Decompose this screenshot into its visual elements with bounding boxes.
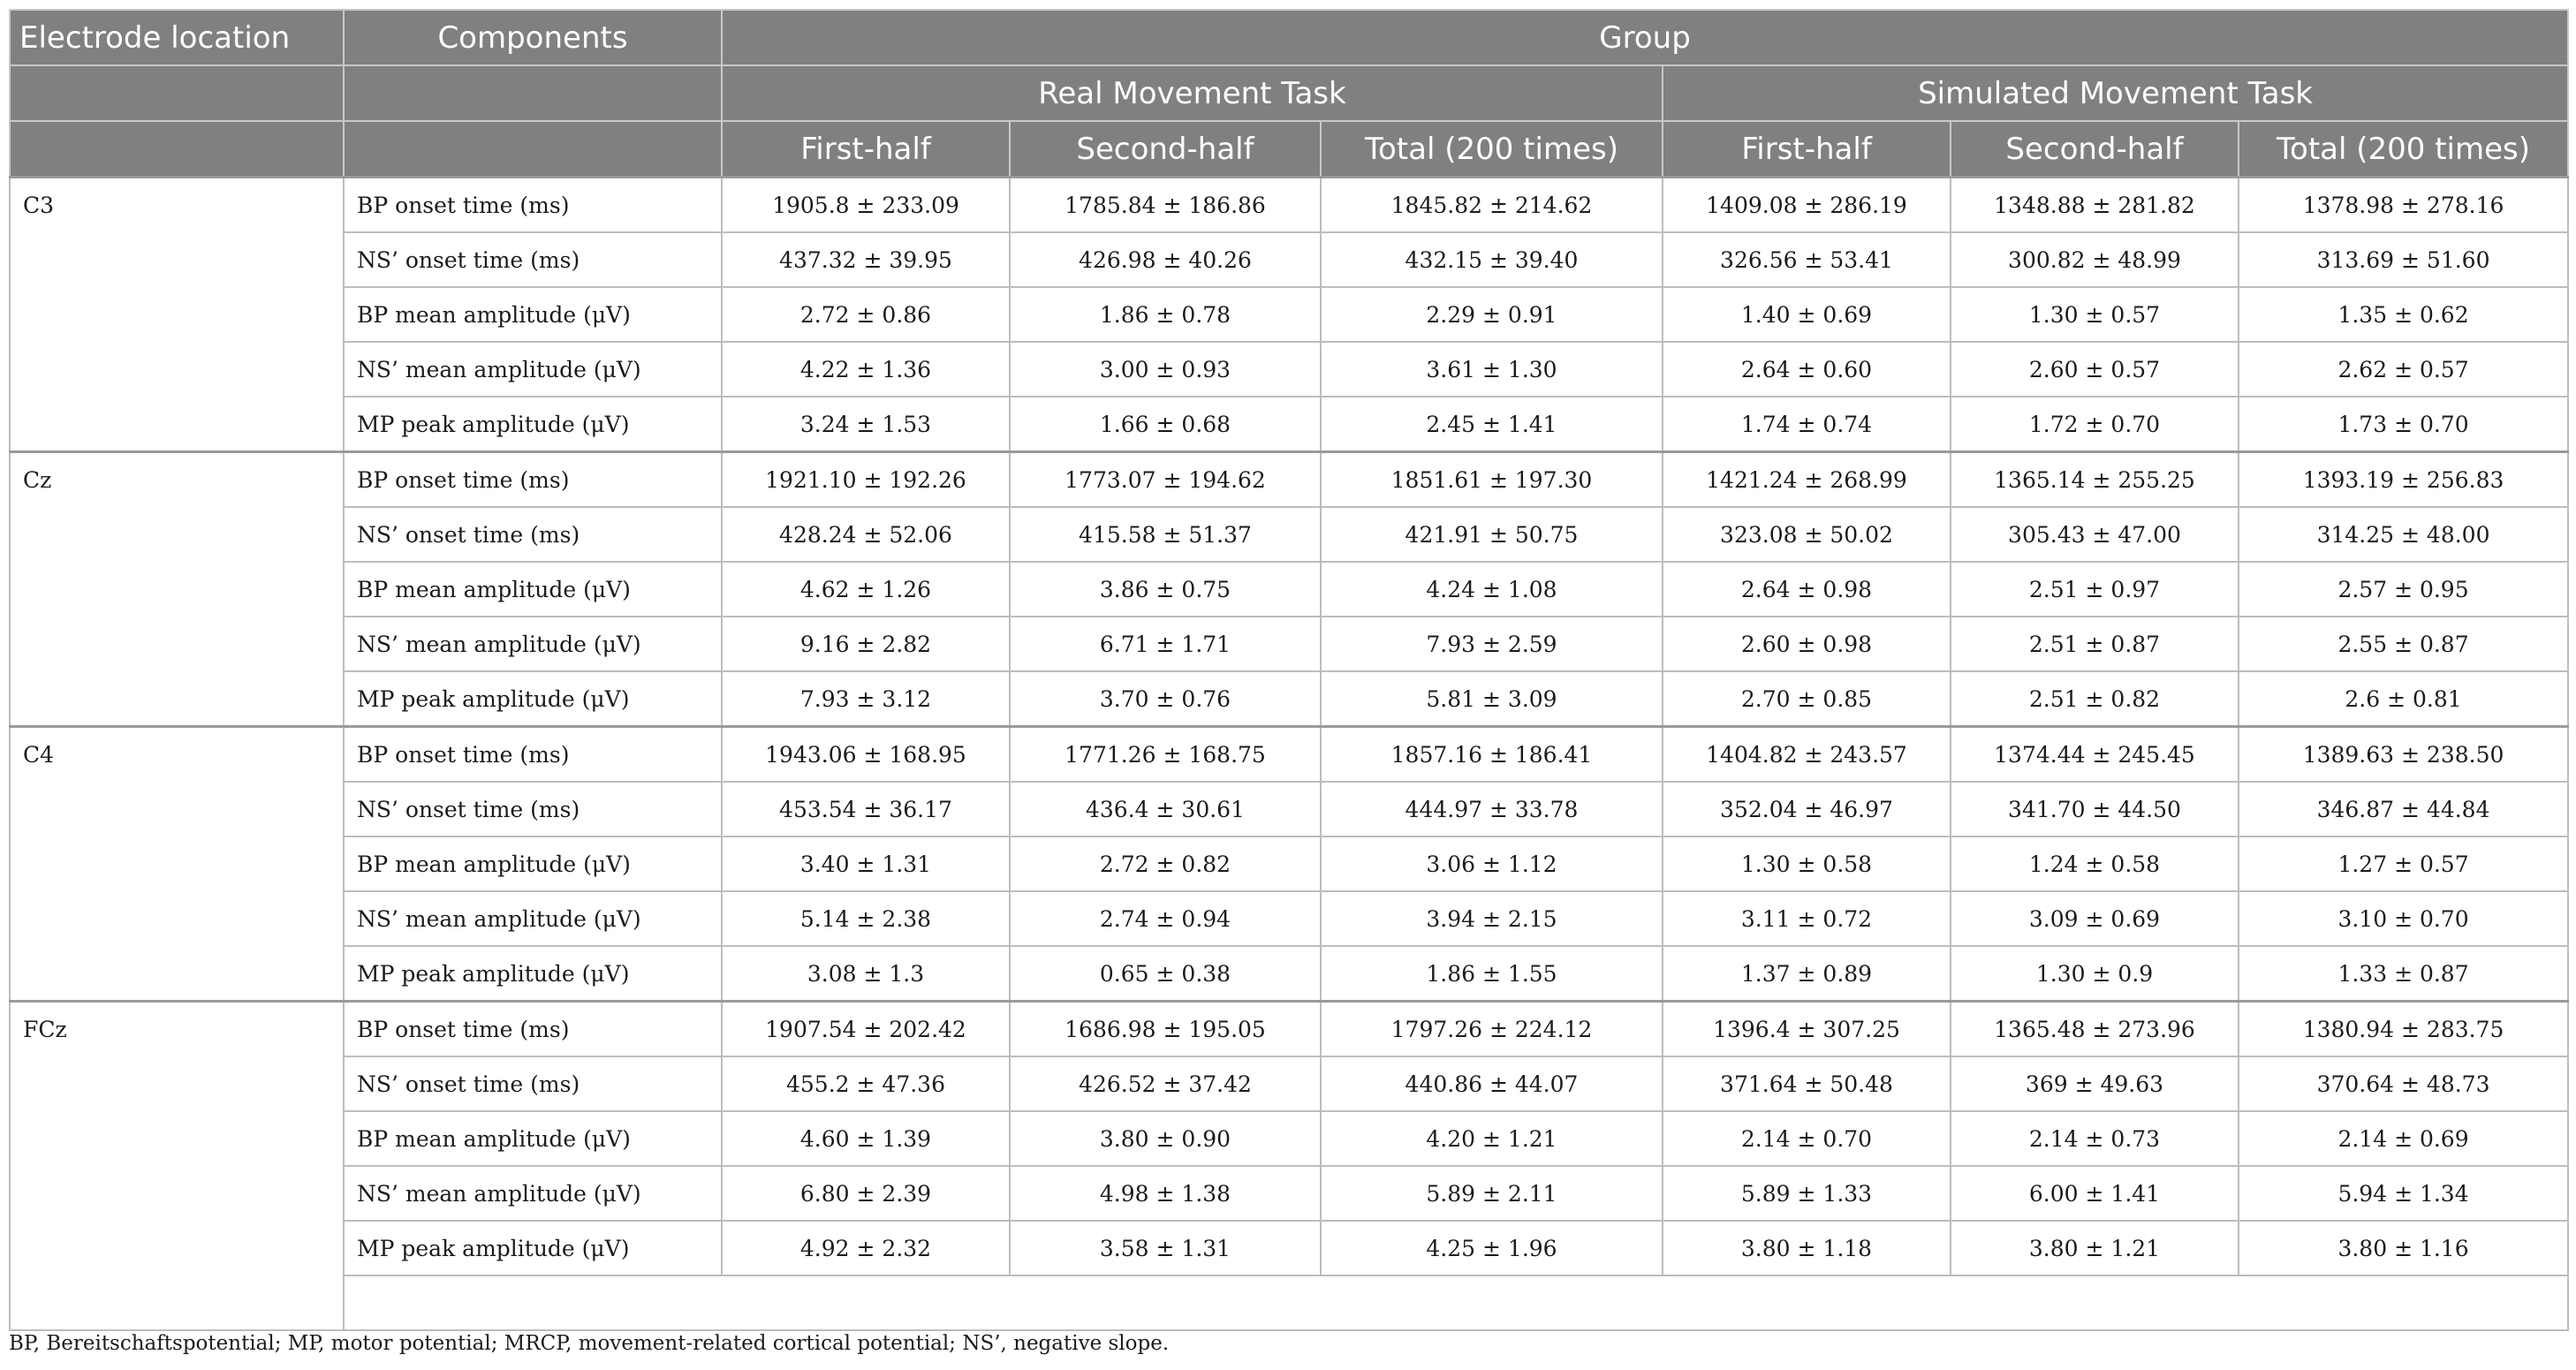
value-cell: 3.11 ± 0.72 — [1663, 891, 1951, 946]
value-cell: 1365.14 ± 255.25 — [1951, 452, 2239, 508]
value-cell: 3.09 ± 0.69 — [1951, 891, 2239, 946]
value-cell: 1374.44 ± 245.45 — [1951, 727, 2239, 783]
component-cell: NS’ mean amplitude (μV) — [344, 617, 722, 671]
value-cell: 3.80 ± 0.90 — [1010, 1111, 1321, 1166]
value-cell: 9.16 ± 2.82 — [722, 617, 1010, 671]
value-cell: 3.70 ± 0.76 — [1010, 671, 1321, 727]
table-row-empty — [10, 1275, 2568, 1330]
component-cell: BP onset time (ms) — [344, 178, 722, 233]
component-cell: NS’ onset time (ms) — [344, 1056, 722, 1111]
value-cell: 369 ± 49.63 — [1951, 1056, 2239, 1111]
header-subcol: First-half — [1663, 121, 1951, 178]
component-cell: BP onset time (ms) — [344, 727, 722, 783]
value-cell: 2.60 ± 0.98 — [1663, 617, 1951, 671]
value-cell: 440.86 ± 44.07 — [1321, 1056, 1663, 1111]
value-cell: 1.35 ± 0.62 — [2239, 287, 2568, 342]
value-cell: 1.86 ± 0.78 — [1010, 287, 1321, 342]
value-cell: 4.98 ± 1.38 — [1010, 1166, 1321, 1221]
value-cell: 1380.94 ± 283.75 — [2239, 1002, 2568, 1057]
value-cell: 4.92 ± 2.32 — [722, 1221, 1010, 1275]
value-cell: 3.00 ± 0.93 — [1010, 342, 1321, 397]
table-row — [10, 232, 2568, 287]
header-components: Components — [344, 10, 722, 65]
value-cell: 3.61 ± 1.30 — [1321, 342, 1663, 397]
value-cell: 2.70 ± 0.85 — [1663, 671, 1951, 727]
value-cell: 1.30 ± 0.58 — [1663, 836, 1951, 891]
value-cell: 5.89 ± 1.33 — [1663, 1166, 1951, 1221]
value-cell: 341.70 ± 44.50 — [1951, 782, 2239, 836]
value-cell: 455.2 ± 47.36 — [722, 1056, 1010, 1111]
value-cell: 1.86 ± 1.55 — [1321, 946, 1663, 1002]
table-row — [10, 617, 2568, 671]
value-cell: 1.73 ± 0.70 — [2239, 397, 2568, 452]
value-cell: 346.87 ± 44.84 — [2239, 782, 2568, 836]
value-cell: 426.52 ± 37.42 — [1010, 1056, 1321, 1111]
value-cell: 1421.24 ± 268.99 — [1663, 452, 1951, 508]
table-row — [10, 1166, 2568, 1221]
electrode-cell: C3 — [10, 178, 344, 452]
value-cell: 1.27 ± 0.57 — [2239, 836, 2568, 891]
value-cell: 7.93 ± 2.59 — [1321, 617, 1663, 671]
component-cell: BP mean amplitude (μV) — [344, 562, 722, 617]
value-cell: 2.6 ± 0.81 — [2239, 671, 2568, 727]
value-cell: 1686.98 ± 195.05 — [1010, 1002, 1321, 1057]
component-cell: BP mean amplitude (μV) — [344, 836, 722, 891]
header-real-movement-task: Real Movement Task — [722, 65, 1663, 121]
component-cell: MP peak amplitude (μV) — [344, 1221, 722, 1275]
value-cell: 437.32 ± 39.95 — [722, 232, 1010, 287]
header-subcol: Second-half — [1951, 121, 2239, 178]
value-cell: 3.10 ± 0.70 — [2239, 891, 2568, 946]
value-cell: 1365.48 ± 273.96 — [1951, 1002, 2239, 1057]
value-cell: 5.94 ± 1.34 — [2239, 1166, 2568, 1221]
value-cell: 3.80 ± 1.21 — [1951, 1221, 2239, 1275]
electrode-cell: Cz — [10, 452, 344, 727]
value-cell: 313.69 ± 51.60 — [2239, 232, 2568, 287]
header-electrode-location: Electrode location — [10, 10, 344, 65]
component-cell: MP peak amplitude (μV) — [344, 397, 722, 452]
value-cell: 1943.06 ± 168.95 — [722, 727, 1010, 783]
value-cell: 1.33 ± 0.87 — [2239, 946, 2568, 1002]
value-cell: 4.25 ± 1.96 — [1321, 1221, 1663, 1275]
table-row — [10, 562, 2568, 617]
value-cell: 2.57 ± 0.95 — [2239, 562, 2568, 617]
table-row — [10, 946, 2568, 1002]
value-cell: 4.24 ± 1.08 — [1321, 562, 1663, 617]
header-blank — [10, 121, 344, 178]
table-row — [10, 397, 2568, 452]
value-cell: 1.40 ± 0.69 — [1663, 287, 1951, 342]
component-cell: NS’ mean amplitude (μV) — [344, 1166, 722, 1221]
header-subcol: First-half — [722, 121, 1010, 178]
value-cell: 2.64 ± 0.98 — [1663, 562, 1951, 617]
value-cell: 444.97 ± 33.78 — [1321, 782, 1663, 836]
value-cell: 426.98 ± 40.26 — [1010, 232, 1321, 287]
data-table — [9, 9, 2569, 1331]
table-row — [10, 287, 2568, 342]
value-cell: 323.08 ± 50.02 — [1663, 507, 1951, 562]
value-cell: 1393.19 ± 256.83 — [2239, 452, 2568, 508]
value-cell: 2.51 ± 0.87 — [1951, 617, 2239, 671]
value-cell: 1404.82 ± 243.57 — [1663, 727, 1951, 783]
table-row — [10, 1002, 2568, 1057]
value-cell: 352.04 ± 46.97 — [1663, 782, 1951, 836]
value-cell: 3.08 ± 1.3 — [722, 946, 1010, 1002]
header-blank — [344, 65, 722, 121]
value-cell: 5.81 ± 3.09 — [1321, 671, 1663, 727]
value-cell: 436.4 ± 30.61 — [1010, 782, 1321, 836]
value-cell: 2.60 ± 0.57 — [1951, 342, 2239, 397]
value-cell: 1.72 ± 0.70 — [1951, 397, 2239, 452]
value-cell: 1.30 ± 0.9 — [1951, 946, 2239, 1002]
value-cell: 2.45 ± 1.41 — [1321, 397, 1663, 452]
table-footnote: BP, Bereitschaftspotential; MP, motor potential; MRCP, movement-related cortical potential; NS’, negative slope. — [9, 1332, 1170, 1355]
value-cell: 2.51 ± 0.82 — [1951, 671, 2239, 727]
header-blank — [10, 65, 344, 121]
value-cell: 5.89 ± 2.11 — [1321, 1166, 1663, 1221]
value-cell: 0.65 ± 0.38 — [1010, 946, 1321, 1002]
electrode-cell: C4 — [10, 727, 344, 1002]
value-cell: 6.71 ± 1.71 — [1010, 617, 1321, 671]
table-body — [10, 178, 2568, 1331]
value-cell: 314.25 ± 48.00 — [2239, 507, 2568, 562]
table-row — [10, 507, 2568, 562]
value-cell: 1396.4 ± 307.25 — [1663, 1002, 1951, 1057]
value-cell: 1905.8 ± 233.09 — [722, 178, 1010, 233]
header-simulated-movement-task: Simulated Movement Task — [1663, 65, 2568, 121]
component-cell: MP peak amplitude (μV) — [344, 946, 722, 1002]
component-cell: NS’ mean amplitude (μV) — [344, 342, 722, 397]
value-cell: 432.15 ± 39.40 — [1321, 232, 1663, 287]
component-cell: BP onset time (ms) — [344, 1002, 722, 1057]
value-cell: 1851.61 ± 197.30 — [1321, 452, 1663, 508]
value-cell: 1.74 ± 0.74 — [1663, 397, 1951, 452]
value-cell: 2.62 ± 0.57 — [2239, 342, 2568, 397]
header-subcol: Total (200 times) — [1321, 121, 1663, 178]
value-cell: 2.14 ± 0.69 — [2239, 1111, 2568, 1166]
value-cell: 371.64 ± 50.48 — [1663, 1056, 1951, 1111]
value-cell: 3.86 ± 0.75 — [1010, 562, 1321, 617]
value-cell: 3.80 ± 1.18 — [1663, 1221, 1951, 1275]
value-cell: 6.00 ± 1.41 — [1951, 1166, 2239, 1221]
table-container — [9, 9, 2567, 1331]
component-cell: NS’ mean amplitude (μV) — [344, 891, 722, 946]
value-cell: 2.72 ± 0.86 — [722, 287, 1010, 342]
value-cell: 2.55 ± 0.87 — [2239, 617, 2568, 671]
component-cell: MP peak amplitude (μV) — [344, 671, 722, 727]
table-row — [10, 1056, 2568, 1111]
header-blank — [344, 121, 722, 178]
table-row — [10, 671, 2568, 727]
value-cell: 2.51 ± 0.97 — [1951, 562, 2239, 617]
header-group: Group — [722, 10, 2568, 65]
table-row — [10, 891, 2568, 946]
value-cell: 305.43 ± 47.00 — [1951, 507, 2239, 562]
component-cell: BP mean amplitude (μV) — [344, 287, 722, 342]
component-cell: NS’ onset time (ms) — [344, 782, 722, 836]
value-cell: 4.62 ± 1.26 — [722, 562, 1010, 617]
value-cell: 3.58 ± 1.31 — [1010, 1221, 1321, 1275]
value-cell: 1857.16 ± 186.41 — [1321, 727, 1663, 783]
value-cell: 421.91 ± 50.75 — [1321, 507, 1663, 562]
header-subcol: Second-half — [1010, 121, 1321, 178]
value-cell: 326.56 ± 53.41 — [1663, 232, 1951, 287]
component-cell: NS’ onset time (ms) — [344, 507, 722, 562]
value-cell: 1389.63 ± 238.50 — [2239, 727, 2568, 783]
value-cell: 1845.82 ± 214.62 — [1321, 178, 1663, 233]
header-subcol: Total (200 times) — [2239, 121, 2568, 178]
table-row — [10, 1221, 2568, 1275]
value-cell: 6.80 ± 2.39 — [722, 1166, 1010, 1221]
table-row — [10, 836, 2568, 891]
component-cell: NS’ onset time (ms) — [344, 232, 722, 287]
table-row — [10, 782, 2568, 836]
table-row — [10, 342, 2568, 397]
value-cell: 1773.07 ± 194.62 — [1010, 452, 1321, 508]
value-cell: 1.24 ± 0.58 — [1951, 836, 2239, 891]
value-cell: 415.58 ± 51.37 — [1010, 507, 1321, 562]
value-cell: 3.80 ± 1.16 — [2239, 1221, 2568, 1275]
value-cell: 1921.10 ± 192.26 — [722, 452, 1010, 508]
value-cell: 3.94 ± 2.15 — [1321, 891, 1663, 946]
value-cell: 1907.54 ± 202.42 — [722, 1002, 1010, 1057]
value-cell: 3.06 ± 1.12 — [1321, 836, 1663, 891]
table-row — [10, 178, 2568, 233]
empty-cell — [344, 1275, 2568, 1330]
value-cell: 2.64 ± 0.60 — [1663, 342, 1951, 397]
value-cell: 1771.26 ± 168.75 — [1010, 727, 1321, 783]
value-cell: 1.30 ± 0.57 — [1951, 287, 2239, 342]
value-cell: 1.37 ± 0.89 — [1663, 946, 1951, 1002]
value-cell: 300.82 ± 48.99 — [1951, 232, 2239, 287]
value-cell: 4.22 ± 1.36 — [722, 342, 1010, 397]
component-cell: BP onset time (ms) — [344, 452, 722, 508]
value-cell: 4.20 ± 1.21 — [1321, 1111, 1663, 1166]
value-cell: 453.54 ± 36.17 — [722, 782, 1010, 836]
value-cell: 7.93 ± 3.12 — [722, 671, 1010, 727]
value-cell: 2.14 ± 0.73 — [1951, 1111, 2239, 1166]
value-cell: 1348.88 ± 281.82 — [1951, 178, 2239, 233]
value-cell: 2.14 ± 0.70 — [1663, 1111, 1951, 1166]
value-cell: 2.74 ± 0.94 — [1010, 891, 1321, 946]
value-cell: 2.29 ± 0.91 — [1321, 287, 1663, 342]
electrode-cell: FCz — [10, 1002, 344, 1331]
value-cell: 2.72 ± 0.82 — [1010, 836, 1321, 891]
value-cell: 428.24 ± 52.06 — [722, 507, 1010, 562]
value-cell: 1.66 ± 0.68 — [1010, 397, 1321, 452]
table-row — [10, 1111, 2568, 1166]
value-cell: 4.60 ± 1.39 — [722, 1111, 1010, 1166]
value-cell: 5.14 ± 2.38 — [722, 891, 1010, 946]
value-cell: 1378.98 ± 278.16 — [2239, 178, 2568, 233]
table-header — [10, 10, 2568, 178]
value-cell: 1785.84 ± 186.86 — [1010, 178, 1321, 233]
value-cell: 3.24 ± 1.53 — [722, 397, 1010, 452]
value-cell: 1409.08 ± 286.19 — [1663, 178, 1951, 233]
value-cell: 370.64 ± 48.73 — [2239, 1056, 2568, 1111]
table-row — [10, 452, 2568, 508]
value-cell: 3.40 ± 1.31 — [722, 836, 1010, 891]
table-row — [10, 727, 2568, 783]
component-cell: BP mean amplitude (μV) — [344, 1111, 722, 1166]
value-cell: 1797.26 ± 224.12 — [1321, 1002, 1663, 1057]
